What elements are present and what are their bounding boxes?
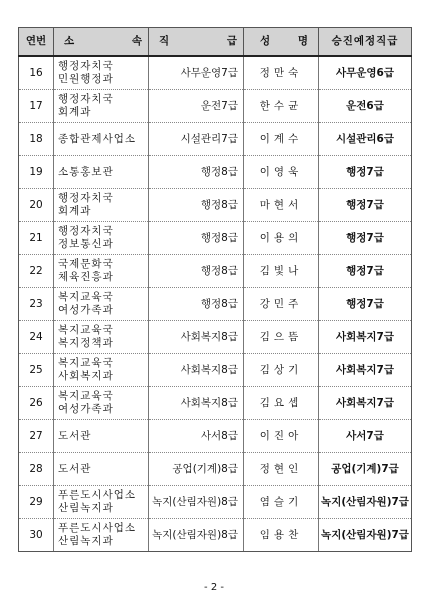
department-line: 여성가족과 (58, 403, 114, 415)
department-line: 복지교육국 (58, 291, 114, 303)
row-promotion-grade: 행정7급 (319, 288, 412, 321)
row-grade: 시설관리7급 (149, 123, 244, 156)
row-grade: 행정8급 (149, 156, 244, 189)
row-promotion-grade: 운전6급 (319, 90, 412, 123)
row-promotion-grade: 행정7급 (319, 189, 412, 222)
row-promotion-grade: 시설관리6급 (319, 123, 412, 156)
row-name: 이영욱 (244, 156, 319, 189)
row-number: 24 (19, 321, 54, 354)
page-number: - 2 - (204, 582, 224, 593)
row-number: 20 (19, 189, 54, 222)
row-name: 이진아 (244, 420, 319, 453)
header-name-a: 성 (260, 35, 271, 47)
row-department (54, 321, 149, 354)
row-department (54, 354, 149, 387)
header-no: 연번 (19, 28, 54, 57)
table-row (19, 123, 412, 156)
row-grade: 행정8급 (149, 288, 244, 321)
department-line: 회계과 (58, 205, 92, 217)
table-header-row (19, 28, 412, 57)
row-number: 28 (19, 453, 54, 486)
header-dept-a: 소 (64, 35, 75, 47)
row-number: 26 (19, 387, 54, 420)
row-number: 23 (19, 288, 54, 321)
row-department (54, 486, 149, 519)
department-line: 행정자치국 (58, 225, 114, 237)
row-grade: 사회복지8급 (149, 321, 244, 354)
row-grade: 녹지(산림자원)8급 (149, 519, 244, 552)
row-number: 27 (19, 420, 54, 453)
table-row (19, 288, 412, 321)
row-number: 30 (19, 519, 54, 552)
department-line: 여성가족과 (58, 304, 114, 316)
row-number: 29 (19, 486, 54, 519)
row-name: 정현인 (244, 453, 319, 486)
table-row (19, 156, 412, 189)
row-grade: 행정8급 (149, 189, 244, 222)
table-row (19, 387, 412, 420)
row-grade: 운전7급 (149, 90, 244, 123)
department-line: 행정자치국 (58, 60, 114, 72)
header-grade (149, 28, 244, 57)
table-row (19, 486, 412, 519)
row-promotion-grade: 행정7급 (319, 156, 412, 189)
row-grade: 공업(기계)8급 (149, 453, 244, 486)
header-dept-b: 속 (131, 35, 142, 47)
department-line: 사회복지과 (58, 370, 114, 382)
table-body (19, 56, 412, 552)
table-row (19, 56, 412, 90)
row-name: 임용찬 (244, 519, 319, 552)
table-row (19, 222, 412, 255)
department-line: 종합관제사업소 (58, 132, 137, 145)
department-line: 복지교육국 (58, 357, 114, 369)
table-row (19, 453, 412, 486)
row-number: 25 (19, 354, 54, 387)
row-name: 이용의 (244, 222, 319, 255)
department-line: 체육진흥과 (58, 271, 114, 283)
row-name: 염슬기 (244, 486, 319, 519)
row-promotion-grade: 행정7급 (319, 255, 412, 288)
row-department (54, 519, 149, 552)
header-dept (54, 28, 149, 57)
header-name (244, 28, 319, 57)
row-department (54, 156, 149, 189)
row-grade: 녹지(산림자원)8급 (149, 486, 244, 519)
row-department (54, 123, 149, 156)
row-department (54, 56, 149, 90)
row-department (54, 453, 149, 486)
row-name: 김요셉 (244, 387, 319, 420)
row-name: 한수균 (244, 90, 319, 123)
table-row (19, 354, 412, 387)
row-number: 22 (19, 255, 54, 288)
row-number: 19 (19, 156, 54, 189)
department-line: 도서관 (58, 429, 92, 442)
department-line: 도서관 (58, 462, 92, 475)
header-name-b: 명 (297, 35, 308, 47)
row-grade: 행정8급 (149, 255, 244, 288)
header-grade-a: 직 (159, 35, 170, 47)
table-row (19, 90, 412, 123)
row-grade: 사서8급 (149, 420, 244, 453)
row-promotion-grade: 녹지(산림자원)7급 (319, 486, 412, 519)
row-name: 강민주 (244, 288, 319, 321)
row-grade: 사회복지8급 (149, 354, 244, 387)
table-row (19, 321, 412, 354)
department-line: 국제문화국 (58, 258, 114, 270)
department-line: 민원행정과 (58, 73, 114, 85)
department-line: 푸른도시사업소 (58, 522, 137, 534)
row-promotion-grade: 사서7급 (319, 420, 412, 453)
row-promotion-grade: 공업(기계)7급 (319, 453, 412, 486)
table-row (19, 255, 412, 288)
table-row (19, 519, 412, 552)
row-department (54, 90, 149, 123)
row-department (54, 222, 149, 255)
department-line: 복지교육국 (58, 390, 114, 402)
row-name: 마현서 (244, 189, 319, 222)
row-promotion-grade: 사회복지7급 (319, 354, 412, 387)
table-row (19, 420, 412, 453)
row-grade: 행정8급 (149, 222, 244, 255)
row-department (54, 420, 149, 453)
row-promotion-grade: 사회복지7급 (319, 321, 412, 354)
row-department (54, 189, 149, 222)
row-promotion-grade: 사무운영6급 (319, 56, 412, 90)
row-name: 김빛나 (244, 255, 319, 288)
row-department (54, 288, 149, 321)
promotion-table (18, 27, 412, 552)
row-name: 이계수 (244, 123, 319, 156)
row-name: 김으뜸 (244, 321, 319, 354)
promotion-table-page (18, 27, 411, 552)
row-grade: 사회복지8급 (149, 387, 244, 420)
row-department (54, 387, 149, 420)
row-name: 김상기 (244, 354, 319, 387)
row-number: 18 (19, 123, 54, 156)
department-line: 푸른도시사업소 (58, 489, 137, 501)
row-number: 17 (19, 90, 54, 123)
row-name: 정만숙 (244, 56, 319, 90)
row-promotion-grade: 녹지(산림자원)7급 (319, 519, 412, 552)
row-promotion-grade: 사회복지7급 (319, 387, 412, 420)
department-line: 정보통신과 (58, 238, 114, 250)
department-line: 복지정책과 (58, 337, 114, 349)
department-line: 소통홍보관 (58, 165, 114, 178)
header-grade-b: 급 (226, 35, 237, 47)
department-line: 복지교육국 (58, 324, 114, 336)
row-number: 21 (19, 222, 54, 255)
row-department (54, 255, 149, 288)
row-promotion-grade: 행정7급 (319, 222, 412, 255)
department-line: 회계과 (58, 106, 92, 118)
department-line: 산림녹지과 (58, 502, 114, 514)
department-line: 행정자치국 (58, 93, 114, 105)
department-line: 행정자치국 (58, 192, 114, 204)
row-grade: 사무운영7급 (149, 56, 244, 90)
row-number: 16 (19, 56, 54, 90)
department-line: 산림녹지과 (58, 535, 114, 547)
header-promo: 승진예정직급 (319, 28, 412, 57)
table-row (19, 189, 412, 222)
